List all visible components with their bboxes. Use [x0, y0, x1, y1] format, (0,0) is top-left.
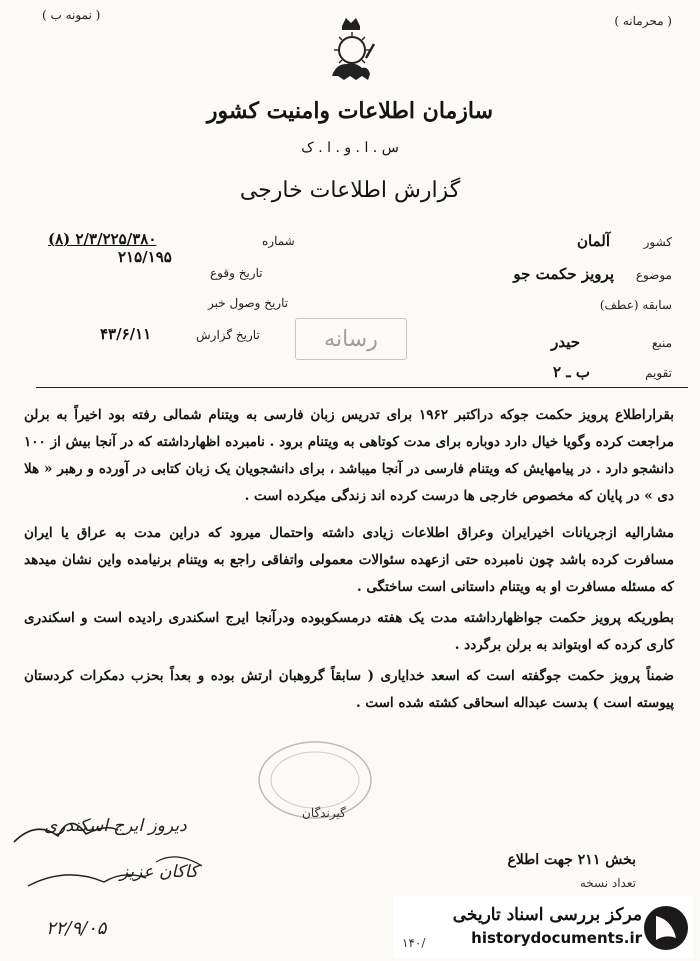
report-date-value: ۴۳/۶/۱۱ — [100, 325, 152, 343]
event-date-label: تاریخ وقوع — [210, 266, 263, 280]
source-label: منبع — [651, 336, 672, 350]
organization-code: س . ا . و . ا . ک — [301, 140, 399, 156]
faded-stamp: رسانه — [295, 318, 407, 360]
country-value: آلمان — [577, 232, 610, 250]
report-date-label: تاریخ گزارش — [196, 328, 260, 342]
history-documents-logo-icon — [642, 900, 690, 956]
handwritten-note-2: کاکان عزیز — [120, 862, 199, 882]
handwritten-note-1: دیروز ایرج اسکندری — [44, 816, 187, 836]
handwritten-date: ۲۲/۹/۰۵ — [46, 918, 107, 939]
receipt-date-label: تاریخ وصول خبر — [208, 296, 289, 310]
number-label: شماره — [262, 234, 295, 248]
evaluation-label: تقویم — [645, 366, 672, 380]
section-divider — [36, 387, 688, 388]
body-paragraph-2: مشارالیه ازجریانات اخیرایران وعراق اطلاعات زیادی داشته واحتمال میرود که دراین مدت به عراق یا ایران مسافرت کرده باشد چون نامبرده حتی ازعهده سئوالات معمولی واتفاقی راجع به ویتنام برنیامده واین نشان میدهد که مسئله مسافرت او به ویتنام داستانی است ساختگی . — [24, 525, 674, 595]
circular-stamp-icon — [250, 735, 380, 835]
country-label: کشور — [643, 235, 672, 249]
report-title: گزارش اطلاعات خارجی — [239, 178, 461, 203]
handwritten-signature-icon — [6, 800, 226, 900]
body-paragraph-1: بقراراطلاع پرویز حکمت جوکه دراکتبر ۱۹۶۲ برای تدریس زبان فارسی به ویتنام شمالی رفته بود اخیراً به برلن مراجعت کرده وگویا خیال دارد دوباره برای مدت کوتاهی به ویتنام برود . نامبرده اظهارداشته که در آنجا بیش از ۱۰۰ دانشجو دارد . در پیامهایش که ویتنام فارسی در آنجا میباشد ، برای دانشجویان یک زبان کتابی در آورده و رهبر « هلا دی » در پایان که مخصوص خارجی ها درست کرده اند زندگی میکرده است . — [24, 407, 674, 504]
body-paragraph-3: بطوریکه پرویز حکمت جواظهارداشته مدت یک هفته درمسکوبوده ودرآنجا ایرج اسکندری رادیده است و اسکندری کاری کرده که اوبتواند به برلن برگردد . — [24, 610, 674, 653]
recipients-label: گیرندگان — [302, 806, 346, 820]
source-value: حیدر — [551, 333, 580, 351]
footer-center-name: مرکز بررسی اسناد تاریخی — [452, 905, 642, 925]
distribution-line: بخش ۲۱۱ جهت اطلاع — [507, 852, 636, 868]
body-paragraph-4: ضمناً پرویز حکمت جوگفته است که اسعد خدایاری ( سابقاً گروهبان ارتش بوده و بعداً بحزب دمکرات کردستان پیوسته است ) بدست عبداله اسحاقی کشته شده است . — [24, 668, 674, 711]
precedent-label: سابقه (عطف) — [599, 298, 672, 312]
copies-label: تعداد نسخه — [579, 876, 636, 890]
number-value: ۲/۳/۲۲۵/۳۸۰ (۸) — [48, 230, 157, 248]
number-value-secondary: ۲۱۵/۱۹۵ — [118, 248, 172, 266]
footer-website: historydocuments.ir — [471, 929, 642, 947]
subject-label: موضوع — [635, 268, 672, 282]
organization-title: سازمان اطلاعات وامنیت کشور — [206, 98, 494, 124]
classification-label: ( محرمانه ) — [614, 14, 672, 28]
page-number: ۱۴۰/ — [402, 936, 426, 950]
lion-sun-emblem-icon — [322, 14, 380, 86]
evaluation-value: ب ـ ۲ — [552, 363, 590, 381]
subject-value: پرویز حکمت جو — [513, 265, 614, 283]
form-type-label: ( نمونه ب ) — [42, 8, 101, 22]
